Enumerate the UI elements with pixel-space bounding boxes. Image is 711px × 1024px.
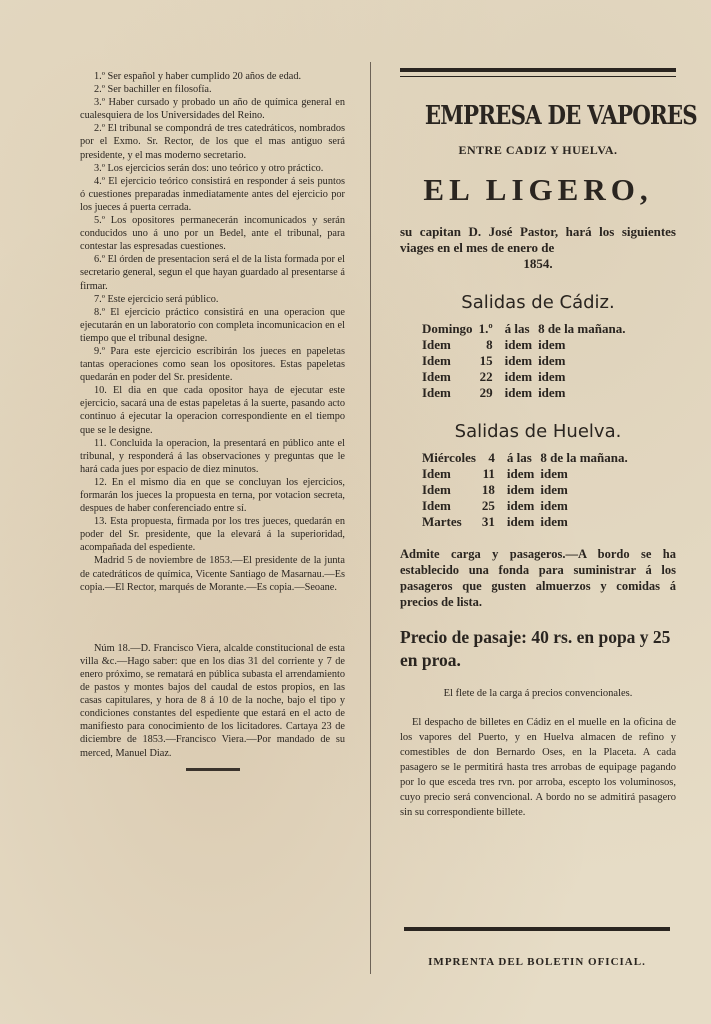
paragraph: 11. Concluida la operacion, la presentará en público ante el tribunal, y responderá á las observaciones y preguntas que le hará cada jues por espacio de diez minutos. bbox=[80, 437, 345, 475]
end-rule bbox=[186, 768, 240, 771]
paragraph: 12. En el mismo dia en que se concluyan los ejercicios, formarán los jueces la propuesta en terna, por votacion secreta, despues de haber conferenciado entre sí. bbox=[80, 476, 345, 515]
time-prefix-cell: á las bbox=[506, 450, 532, 465]
time-prefix-cell: idem bbox=[506, 514, 535, 529]
time-cell: idem bbox=[540, 514, 568, 529]
day-cell: Miércoles bbox=[422, 450, 476, 465]
time-cell: 8 de la mañana. bbox=[538, 321, 626, 336]
paragraph: 3.º Los ejercicios serán dos: uno teórico y otro práctico. bbox=[94, 162, 324, 174]
day-cell: Idem bbox=[422, 369, 451, 384]
table-row bbox=[422, 498, 634, 514]
time-cell: idem bbox=[538, 353, 566, 368]
paragraph: 7.º Este ejercicio será público. bbox=[94, 293, 219, 305]
time-prefix-cell: idem bbox=[504, 337, 533, 352]
signature-paragraph: Madrid 5 de noviembre de 1853.—El presidente de la junta de catedráticos de química, Vicente Santiago de Masarnau.—Es copia.—El Rector, marqués de Morante.—Es copia.—Seoane. bbox=[80, 555, 345, 593]
huelva-heading: Salidas de Huelva. bbox=[454, 421, 622, 442]
paragraph: 10. El dia en que cada opositor haya de ejecutar este ejercicio, sacará una de estas papeletas á la suerte, pasando acto continuo á ejecutar la operacion correspondiente en el tiempo que se le designe. bbox=[80, 385, 345, 436]
date-cell: 4 bbox=[488, 450, 495, 465]
time-cell: idem bbox=[538, 337, 566, 352]
advert-subtitle: ENTRE CADIZ Y HUELVA. bbox=[458, 143, 618, 157]
day-cell: Domingo bbox=[422, 321, 473, 336]
paragraph: 5.º Los opositores permanecerán incomunicados y serán conducidos uno á uno por un Bedel, ante el tribunal, para contestar las espresadas cuestiones. bbox=[80, 215, 345, 253]
top-rule bbox=[400, 68, 676, 72]
cadiz-schedule bbox=[422, 321, 631, 401]
day-cell: Idem bbox=[422, 385, 451, 400]
huelva-schedule bbox=[422, 450, 634, 530]
captain-sentence: su capitan D. José Pastor, hará los siguientes viages en el mes de enero de bbox=[400, 224, 676, 255]
paragraph: 4.º El ejercicio teórico consistirá en responder á seis puntos ó cuestiones preparadas inmediatamente antes del ejercicio por los jueces á puerta cerrada. bbox=[80, 175, 345, 213]
fare-price: Precio de pasaje: 40 rs. en popa y 25 en proa. bbox=[400, 627, 671, 670]
time-prefix-cell: idem bbox=[504, 353, 533, 368]
date-cell: 18 bbox=[481, 482, 495, 497]
captain-text bbox=[400, 224, 676, 272]
paragraph: 6.º El órden de presentacion será el de la lista formada por el secretario general, segun el que hayan guardado al presentarse á firmar. bbox=[80, 254, 345, 292]
table-row bbox=[422, 369, 631, 385]
time-cell: idem bbox=[540, 498, 568, 513]
right-column bbox=[400, 64, 697, 820]
table-row bbox=[422, 353, 631, 369]
day-cell: Idem bbox=[422, 466, 451, 481]
advert-title: EMPRESA DE VAPORES bbox=[424, 101, 697, 131]
date-cell: 31 bbox=[481, 514, 495, 529]
table-row bbox=[422, 514, 634, 530]
paragraph: 1.º Ser español y haber cumplido 20 años de edad. bbox=[94, 71, 302, 82]
date-cell: 25 bbox=[481, 498, 495, 513]
date-cell: 15 bbox=[479, 353, 493, 368]
time-cell: idem bbox=[538, 385, 566, 400]
table-row bbox=[422, 482, 634, 498]
top-thin-rule bbox=[400, 76, 676, 77]
date-cell: 29 bbox=[479, 385, 493, 400]
ticket-office-note: El despacho de billetes en Cádiz en el muelle en la oficina de los vapores del Puerto, y en Huelva almacen de refino y comestibles de don Bernardo Oses, en la Placeta. A cada pasagero se le permitirá hasta tres arrobas de equipage pagando por lo que esceda tres rvn. por arroba, escepto los voluminosos, cuyo precio será convencional. A bordo no se admitirá pasagero sin su correspondiente billete. bbox=[400, 717, 676, 818]
date-cell: 22 bbox=[479, 369, 493, 384]
printer-imprint: IMPRENTA DEL BOLETIN OFICIAL. bbox=[428, 956, 646, 968]
day-cell: Idem bbox=[422, 482, 451, 497]
day-cell: Idem bbox=[422, 353, 451, 368]
date-cell: 8 bbox=[486, 337, 493, 352]
time-cell: idem bbox=[540, 466, 568, 481]
day-cell: Martes bbox=[422, 514, 462, 529]
time-prefix-cell: á las bbox=[504, 321, 530, 336]
year: 1854. bbox=[523, 256, 553, 271]
time-prefix-cell: idem bbox=[506, 498, 535, 513]
day-cell: Idem bbox=[422, 498, 451, 513]
time-prefix-cell: idem bbox=[504, 385, 533, 400]
paragraph: 9.º Para este ejercicio escribirán los jueces en papeletas tantas operaciones como sean los opositores. Estas papeletas quedarán en poder del Sr. presidente. bbox=[80, 345, 345, 384]
freight-note: El flete de la carga á precios convencionales. bbox=[443, 688, 633, 699]
time-cell: idem bbox=[538, 369, 566, 384]
time-prefix-cell: idem bbox=[506, 482, 535, 497]
time-prefix-cell: idem bbox=[506, 466, 535, 481]
table-row bbox=[422, 450, 634, 466]
column-divider bbox=[370, 62, 371, 974]
time-cell: 8 de la mañana. bbox=[540, 450, 628, 465]
table-row bbox=[422, 321, 631, 337]
bottom-rule bbox=[404, 927, 670, 931]
table-row bbox=[422, 337, 631, 353]
ship-name: EL LIGERO, bbox=[423, 172, 653, 207]
paragraph: 8.º El ejercicio práctico consistirá en una operacion que ejecutarán en un laboratorio con completa incomunicacion en el tiempo que el tribunal designe. bbox=[80, 306, 345, 344]
time-prefix-cell: idem bbox=[504, 369, 533, 384]
left-column bbox=[80, 70, 345, 771]
date-cell: 1.º bbox=[478, 321, 493, 336]
paragraph: 2.º El tribunal se compondrá de tres catedráticos, nombrados por el Exmo. Sr. Rector, de los que el mas antiguo será presidente, y el mas moderno secretario. bbox=[80, 123, 345, 161]
paragraph: 3.º Haber cursado y probado un año de química general en cualesquiera de los Universidades del Reino. bbox=[80, 97, 345, 122]
date-cell: 11 bbox=[482, 466, 495, 481]
paragraph: 13. Esta propuesta, firmada por los tres jueces, quedarán en poder del Sr. presidente, que la elevará á la superioridad, acompañada del espediente. bbox=[80, 516, 345, 554]
notice-paragraph: Núm 18.—D. Francisco Viera, alcalde constitucional de esta villa &c.—Hago saber: que en los dias 31 del corriente y 7 de enero próximo, se rematará en pública subasta el arrendamiento de pastos y montes bajos del caudal de estos propios, en las casas capitulares, y hora de 8 á 10 de la noche, bajo el tipo y condiciones constantes del espediente que estará en el acto de manifiesto para conocimiento de los licitadores. Cartaya 23 de diciembre de 1853.—Francisco Viera.—Por mandado de su merced, Manuel Diaz. bbox=[80, 642, 345, 759]
table-row bbox=[422, 466, 634, 482]
day-cell: Idem bbox=[422, 337, 451, 352]
time-cell: idem bbox=[540, 482, 568, 497]
spacer bbox=[80, 594, 345, 642]
cadiz-heading: Salidas de Cádiz. bbox=[461, 292, 615, 313]
paragraph: 2.º Ser bachiller en filosofía. bbox=[94, 84, 212, 96]
table-row bbox=[422, 385, 631, 401]
cargo-note: Admite carga y pasageros.—A bordo se ha establecido una fonda para suministrar á los pasageros que gusten almuerzos y comidas á precios de lista. bbox=[400, 547, 676, 609]
